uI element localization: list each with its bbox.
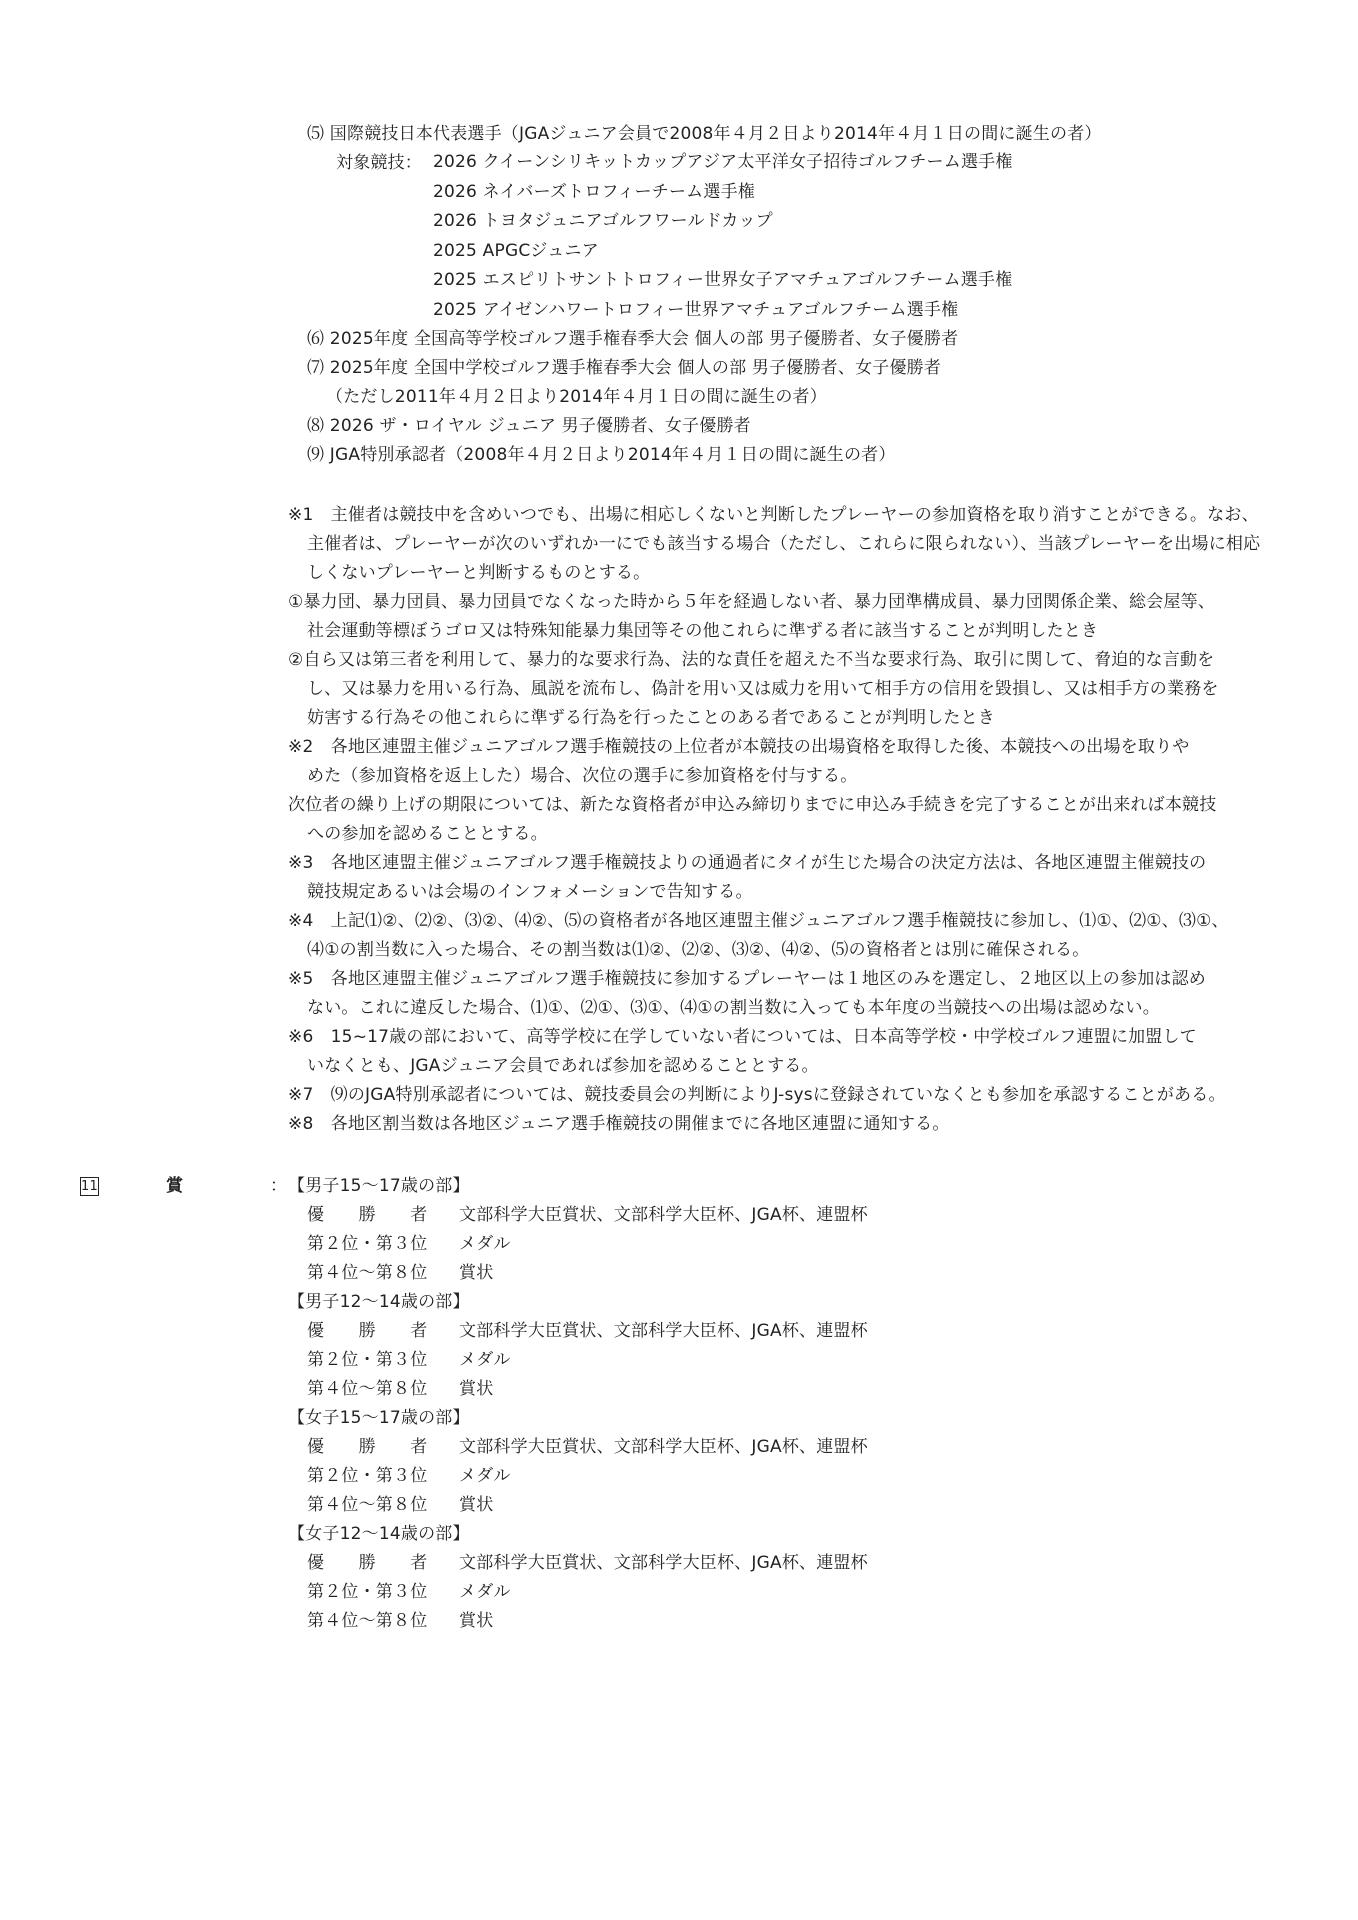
- award-prize: 賞状: [459, 1263, 494, 1283]
- note-5-line-1: ※5 各地区連盟主催ジュニアゴルフ選手権競技に参加するプレーヤーは１地区のみを選定し、２地区以上の参加は認め: [288, 969, 1206, 989]
- division-heading: 【女子12〜14歳の部】: [288, 1524, 470, 1544]
- award-rank: 第４位〜第８位: [307, 1495, 428, 1515]
- note-1-line-1: ※1 主催者は競技中を含めいつでも、出場に相応しくないと判断したプレーヤーの参加資格を取り消すことができる。なお、: [288, 505, 1259, 525]
- award-prize: メダル: [459, 1466, 511, 1486]
- note-6-line-1: ※6 15~17歳の部において、高等学校に在学していない者については、日本高等学校・中学校ゴルフ連盟に加盟して: [288, 1027, 1197, 1047]
- item-5-events: [433, 148, 1313, 325]
- note-1-line-2: 主催者は、プレーヤーが次のいずれか一にでも該当する場合（ただし、これらに限られない）、当該プレーヤーを出場に相応: [307, 534, 1261, 554]
- award-rank: 第２位・第３位: [307, 1466, 428, 1486]
- division-heading: 【男子15〜17歳の部】: [288, 1176, 470, 1196]
- award-rank: 第４位〜第８位: [307, 1379, 428, 1399]
- clause-1-line-1: ①暴力団、暴力団員、暴力団員でなくなった時から５年を経過しない者、暴力団準構成員、暴力団関係企業、総会屋等、: [288, 592, 1216, 612]
- note-8: ※8 各地区割当数は各地区ジュニア選手権競技の開催までに各地区連盟に通知する。: [288, 1114, 950, 1134]
- section-colon: ：: [270, 1176, 288, 1196]
- section-number-box: 11: [81, 1179, 98, 1194]
- note-2b-line-1: 次位者の繰り上げの期限については、新たな資格者が申込み締切りまでに申込み手続きを完了することが出来れば本競技: [288, 795, 1217, 815]
- award-rank: 優 勝 者: [307, 1553, 428, 1573]
- award-prize: 賞状: [459, 1495, 494, 1515]
- award-rank: 第２位・第３位: [307, 1582, 428, 1602]
- section-title: 賞: [166, 1176, 184, 1196]
- event-line: 2025 アイゼンハワートロフィー世界アマチュアゴルフチーム選手権: [433, 299, 959, 320]
- note-1-line-3: しくないプレーヤーと判断するものとする。: [307, 563, 651, 583]
- item-7: ⑺ 2025年度 全国中学校ゴルフ選手権春季大会 個人の部 男子優勝者、女子優勝者: [307, 358, 942, 378]
- note-5-line-2: ない。これに違反した場合、⑴①、⑵①、⑶①、⑷①の割当数に入っても本年度の当競技への出場は認めない。: [307, 998, 1160, 1018]
- note-3-line-1: ※3 各地区連盟主催ジュニアゴルフ選手権競技よりの通過者にタイが生じた場合の決定方法は、各地区連盟主催競技の: [288, 853, 1207, 873]
- division-heading: 【女子15〜17歳の部】: [288, 1408, 470, 1428]
- award-prize: 文部科学大臣賞状、文部科学大臣杯、JGA杯、連盟杯: [459, 1437, 868, 1457]
- award-prize: メダル: [459, 1350, 511, 1370]
- award-rank: 第４位〜第８位: [307, 1263, 428, 1283]
- event-line: 2025 APGCジュニア: [433, 240, 599, 261]
- note-6-line-2: いなくとも、JGAジュニア会員であれば参加を認めることとする。: [307, 1056, 819, 1076]
- note-4-line-2: ⑷①の割当数に入った場合、その割当数は⑴②、⑵②、⑶②、⑷②、⑸の資格者とは別に確保される。: [307, 940, 1090, 960]
- award-rank: 優 勝 者: [307, 1437, 428, 1457]
- award-rank: 第２位・第３位: [307, 1234, 428, 1254]
- clause-1-line-2: 社会運動等標ぼうゴロ又は特殊知能暴力集団等その他これらに準ずる者に該当することが判明したとき: [307, 621, 1099, 641]
- clause-2-line-3: 妨害する行為その他これらに準ずる行為を行ったことのある者であることが判明したとき: [307, 708, 995, 728]
- note-2b-line-2: への参加を認めることとする。: [307, 824, 548, 844]
- item-5: ⑸ 国際競技日本代表選手（JGAジュニア会員で2008年４月２日より2014年４月１日の間に誕生の者）: [307, 124, 1102, 144]
- note-2-line-1: ※2 各地区連盟主催ジュニアゴルフ選手権競技の上位者が本競技の出場資格を取得した後、本競技への出場を取りや: [288, 737, 1190, 757]
- item-9: ⑼ JGA特別承認者（2008年４月２日より2014年４月１日の間に誕生の者）: [307, 445, 896, 465]
- item-8: ⑻ 2026 ザ・ロイヤル ジュニア 男子優勝者、女子優勝者: [307, 416, 751, 436]
- clause-2-line-1: ②自ら又は第三者を利用して、暴力的な要求行為、法的な責任を超えた不当な要求行為、取引に関して、脅迫的な言動を: [288, 650, 1215, 670]
- award-rank: 優 勝 者: [307, 1205, 428, 1225]
- award-prize: 文部科学大臣賞状、文部科学大臣杯、JGA杯、連盟杯: [459, 1553, 868, 1573]
- note-2-line-2: めた（参加資格を返上した）場合、次位の選手に参加資格を付与する。: [307, 766, 858, 786]
- event-line: 2026 トヨタジュニアゴルフワールドカップ: [433, 211, 773, 231]
- award-prize: メダル: [459, 1234, 511, 1254]
- item-7-note: （ただし2011年４月２日より2014年４月１日の間に誕生の者）: [326, 387, 827, 407]
- clause-2-line-2: し、又は暴力を用いる行為、風説を流布し、偽計を用い又は威力を用いて相手方の信用を毀損し、又は相手方の業務を: [307, 679, 1219, 699]
- award-prize: 賞状: [459, 1379, 494, 1399]
- event-line: 2025 エスピリトサントトロフィー世界女子アマチュアゴルフチーム選手権: [433, 270, 1013, 290]
- note-7: ※7 ⑼のJGA特別承認者については、競技委員会の判断によりJ-sysに登録されていなくとも参加を承認することがある。: [288, 1085, 1226, 1105]
- event-line: 2026 クイーンシリキットカップアジア太平洋女子招待ゴルフチーム選手権: [433, 152, 1013, 172]
- award-rank: 優 勝 者: [307, 1321, 428, 1341]
- award-prize: メダル: [459, 1582, 511, 1602]
- event-line: 2026 ネイバーズトロフィーチーム選手権: [433, 181, 755, 202]
- award-prize: 文部科学大臣賞状、文部科学大臣杯、JGA杯、連盟杯: [459, 1321, 868, 1341]
- award-prize: 賞状: [459, 1611, 494, 1631]
- note-4-line-1: ※4 上記⑴②、⑵②、⑶②、⑷②、⑸の資格者が各地区連盟主催ジュニアゴルフ選手権競技に参加し、⑴①、⑵①、⑶①、: [288, 911, 1229, 931]
- award-rank: 第２位・第３位: [307, 1350, 428, 1370]
- item-6: ⑹ 2025年度 全国高等学校ゴルフ選手権春季大会 個人の部 男子優勝者、女子優勝者: [307, 329, 959, 349]
- award-rank: 第４位〜第８位: [307, 1611, 428, 1631]
- note-3-line-2: 競技規定あるいは会場のインフォメーションで告知する。: [307, 882, 753, 902]
- division-heading: 【男子12〜14歳の部】: [288, 1292, 470, 1312]
- award-prize: 文部科学大臣賞状、文部科学大臣杯、JGA杯、連盟杯: [459, 1205, 868, 1225]
- item-5-target-label: 対象競技：: [336, 153, 422, 173]
